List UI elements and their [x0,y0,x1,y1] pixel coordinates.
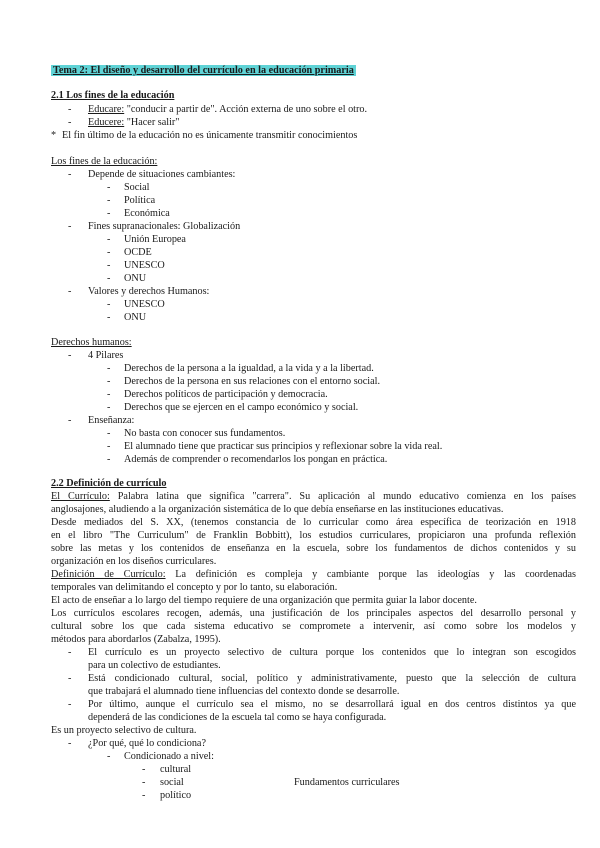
dash-bullet: - [68,104,72,115]
condicionado-label: Condicionado a nivel: [124,751,214,762]
list-item: Social [124,182,150,193]
dash-bullet: - [68,415,72,426]
paragraph-line: El acto de enseñar a lo largo del tiempo requiere de una organización que permita guiar la labor docente. [51,595,477,606]
dash-bullet: - [68,350,72,361]
dash-bullet: - [68,117,72,128]
valores-label: Valores y derechos Humanos: [88,286,210,297]
dash-bullet: - [142,777,146,788]
question-label: ¿Por qué, qué lo condiciona? [88,738,206,749]
list-item: político [160,790,192,801]
document-title-line [51,64,356,77]
paragraph-line: Está condicionado cultural, social, político y administrativamente, puesto que la selección de cultura [88,673,576,684]
list-item: Derechos de la persona en sus relaciones con el entorno social. [124,376,381,387]
paragraph-line: El currículo es un proyecto selectivo de cultura porque los contenidos que lo integran son escogidos [88,647,576,658]
dash-bullet: - [68,673,72,684]
dash-bullet: - [107,376,111,387]
paragraph-line: organización en los diseños curriculares. [51,556,217,567]
ensenanza-label: Enseñanza: [88,415,135,426]
fundamentos-label: Fundamentos curriculares [294,777,400,788]
list-item: ONU [124,273,147,284]
list-item: El alumnado tiene que practicar sus principios y reflexionar sobre la vida real. [124,441,443,452]
paragraph-line: en el libro "The Curriculum" de Franklin Bobbitt), los estudios curriculares, propiciaron una profunda reflexión [51,530,576,541]
paragraph-line [51,490,576,503]
document-title: Tema 2: El diseño y desarrollo del currículo en la educación primaria [53,65,354,76]
educare-text: "conducir a partir de". Acción externa de uno sobre el otro. [124,104,368,115]
dash-bullet: - [107,312,111,323]
list-item: Derechos de la persona a la igualdad, a la vida y a la libertad. [124,363,374,374]
fin-ultimo-note: El fin último de la educación no es únicamente transmitir conocimientos [62,130,358,141]
paragraph-line: sobre las metas y los contenidos de enseñanza en la escuela, sobre los fundamentos de dichos contenidos y su [51,543,576,554]
list-item: Económica [124,208,170,219]
paragraph-line: anglosajones, aludiendo a la organización sistemática de lo que debía enseñarse en las instituciones educativas. [51,504,504,515]
dash-bullet: - [107,389,111,400]
derechos-heading: Derechos humanos: [51,337,132,348]
section-heading-2-2: 2.2 Definición de currículo [51,478,167,489]
paragraph-line: que trabajará el alumnado tiene influencias del contexto donde se desarrolle. [88,686,400,697]
dash-bullet: - [68,699,72,710]
section-heading-2-1: 2.1 Los fines de la educación [51,90,175,101]
list-item: UNESCO [124,299,165,310]
curriculo-text: Palabra latina que significa "carrera". Su aplicación al mundo educativo comienza en los países [109,491,576,502]
dash-bullet: - [107,299,111,310]
dash-bullet: - [107,363,111,374]
educare-item [88,103,367,116]
paragraph-line [51,568,576,581]
dash-bullet: - [68,286,72,297]
educere-text: "Hacer salir" [124,117,180,128]
list-item: UNESCO [124,260,165,271]
dash-bullet: - [107,260,111,271]
paragraph-line: para un colectivo de estudiantes. [88,660,221,671]
dash-bullet: - [107,402,111,413]
paragraph-line: métodos para abordarlos (Zabalza, 1995). [51,634,221,645]
educere-term: Educere: [88,117,125,128]
dash-bullet: - [107,751,111,762]
dash-bullet: - [107,208,111,219]
list-item: Derechos que se ejercen en el campo económico y social. [124,402,359,413]
dash-bullet: - [68,647,72,658]
dash-bullet: - [107,273,111,284]
curriculo-term: El Currículo: [51,491,110,502]
dash-bullet: - [68,738,72,749]
paragraph-line: cultural sobre los que cada sistema educativo se compromete a intervenir, así como sobre los modelos y [51,621,576,632]
paragraph-line: dependerá de las condiciones de la escuela tal como se haya configurada. [88,712,387,723]
dash-bullet: - [107,441,111,452]
definicion-text: La definición es compleja y cambiante porque las ideologías y las coordenadas [165,569,576,580]
star-bullet: * [51,130,57,141]
list-item: ONU [124,312,147,323]
dash-bullet: - [107,195,111,206]
paragraph-line: Los currículos escolares recogen, además, una justificación de los principales aspectos del desarrollo personal y [51,608,576,619]
dash-bullet: - [107,428,111,439]
list-item: Además de comprender o recomendarlos los pongan en práctica. [124,454,388,465]
paragraph-line: Es un proyecto selectivo de cultura. [51,725,197,736]
situaciones-label: Depende de situaciones cambiantes: [88,169,236,180]
paragraph-line: temporales van delimitando el concepto y por lo tanto, su elaboración. [51,582,338,593]
supranacionales-label: Fines supranacionales: Globalización [88,221,241,232]
list-item: social [160,777,184,788]
paragraph-line: Por último, aunque el currículo sea el mismo, no se desarrollará igual en dos centros distintos ya que [88,699,576,710]
dash-bullet: - [68,169,72,180]
paragraph-line: Desde mediados del S. XX, (tenemos constancia de lo curricular como área específica de teorización en 1918 [51,517,576,528]
educare-term: Educare: [88,104,125,115]
pilares-label: 4 Pilares [88,350,124,361]
dash-bullet: - [107,182,111,193]
dash-bullet: - [107,454,111,465]
list-item: OCDE [124,247,152,258]
definicion-term: Definición de Currículo: [51,569,166,580]
list-item: Derechos políticos de participación y democracia. [124,389,328,400]
dash-bullet: - [68,221,72,232]
dash-bullet: - [142,790,146,801]
list-item: Unión Europea [124,234,186,245]
educere-item [88,116,179,129]
dash-bullet: - [142,764,146,775]
list-item: Política [124,195,156,206]
dash-bullet: - [107,247,111,258]
list-item: No basta con conocer sus fundamentos. [124,428,286,439]
list-item: cultural [160,764,192,775]
fines-heading: Los fines de la educación: [51,156,158,167]
dash-bullet: - [107,234,111,245]
